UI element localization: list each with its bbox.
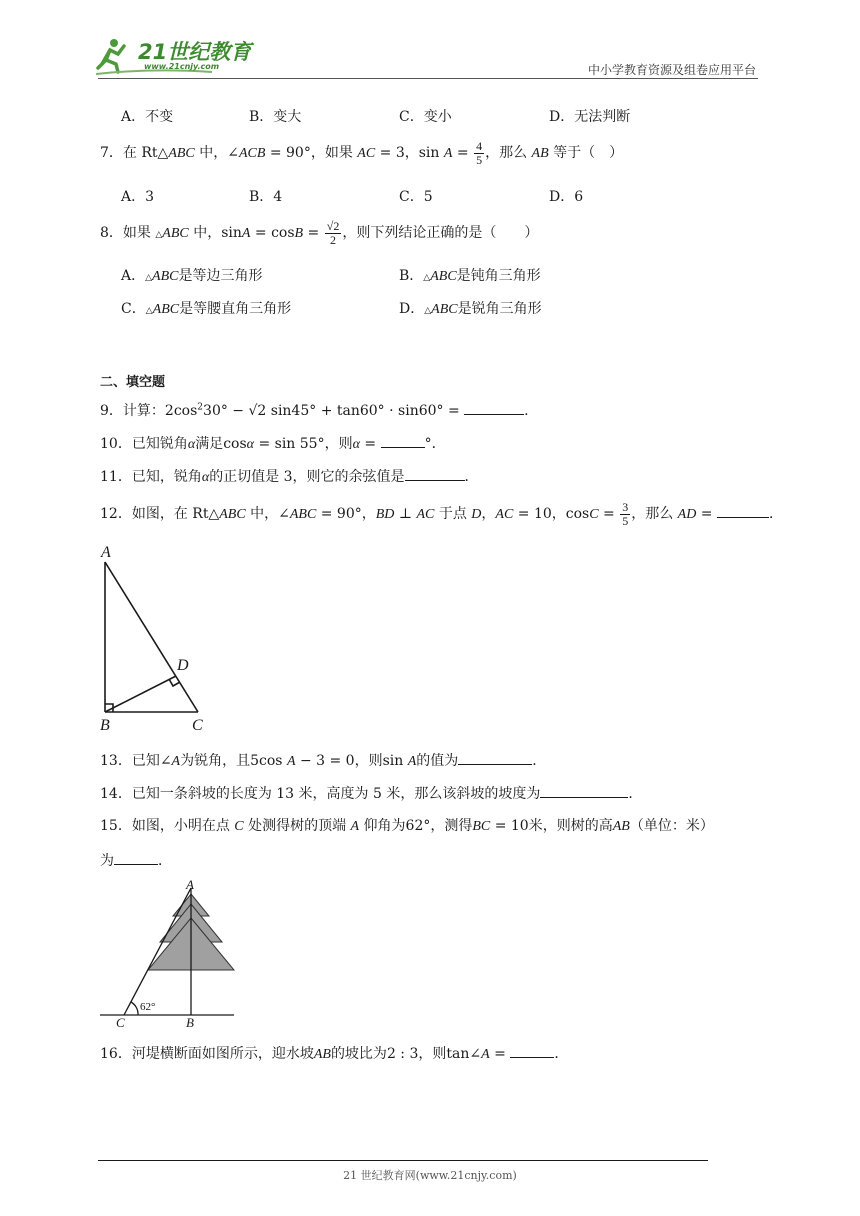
q6-option-a: A．不变 [121,109,174,125]
q15-answer-blank[interactable] [114,852,158,865]
question-11: 11．已知，锐角α的正切值是 3，则它的余弦值是 ． [100,469,479,485]
q13-answer-blank[interactable] [458,752,532,765]
q14-answer-blank[interactable] [540,785,628,798]
section-title-fill-in: 二、填空题 [100,375,166,390]
fig15-label-c: C [116,1015,125,1028]
header-rule [98,78,758,79]
q12-fraction: $\frac{3}{5}$ [622,499,629,528]
footer-link[interactable]: 21 世纪教育网(www.21cnjy.com) [343,1169,517,1182]
logo-url: www.21cnjy.com [144,62,220,71]
figure-15-tree [96,878,241,1028]
q7-option-b: B．4 [249,189,283,205]
question-8: 8．如果 △ABC 中，sinA = cosB = $\frac{√2}{2}$ ，则下列结论正确的是（ ） [100,218,539,247]
q8-option-a: A．△ABC是等边三角形 [121,268,263,284]
fig12-label-a: A [101,544,111,561]
q8-option-c: C．△ABC是等腰直角三角形 [121,301,292,317]
footer-rule [98,1160,708,1161]
q8-option-b: B．△ABC是钝角三角形 [399,268,541,284]
q7-fraction: $\frac{4}{5}$ [476,138,483,167]
question-14: 14．已知一条斜坡的长度为 13 米，高度为 5 米，那么该斜坡的坡度为 ． [100,786,643,802]
q9-answer-blank[interactable] [464,402,524,415]
fig12-label-b: B [100,717,110,734]
triangle-lines [105,562,198,712]
question-13: 13．已知∠A为锐角，且5cos A − 3 = 0，则sin A的值为 ． [100,753,547,769]
q7-option-a: A．3 [121,189,155,205]
q10-answer-blank[interactable] [381,435,425,448]
q8-fraction: $\frac{√2}{2}$ [326,218,340,247]
header-logo [92,34,262,78]
question-16: 16．河堤横断面如图所示，迎水坡AB的坡比为2 : 3，则tan∠A = ． [100,1046,569,1062]
q6-option-d: D．无法判断 [549,109,631,125]
q12-answer-blank[interactable] [717,505,769,518]
q6-option-b: B．变大 [249,109,302,125]
question-10: 10．已知锐角α满足cosα = sin 55°，则α = °． [100,436,446,452]
q16-answer-blank[interactable] [510,1045,554,1058]
q8-option-d: D．△ABC是锐角三角形 [399,301,542,317]
fig12-label-d: D [177,657,189,674]
logo-text: 21世纪教育 [138,40,252,64]
fig15-label-b: B [186,1015,194,1028]
q7-option-d: D．6 [549,189,584,205]
fig12-label-c: C [192,717,203,734]
question-15-line2: 为 ． [100,853,172,869]
fig15-label-angle: 62° [140,1001,156,1013]
header-platform-text: 中小学教育资源及组卷应用平台 [587,63,756,77]
q6-option-c: C．变小 [399,109,452,125]
q11-answer-blank[interactable] [405,468,465,481]
question-15: 15．如图，小明在点 C 处测得树的顶端 A 仰角为62°，测得BC = 10米，则树的高AB（单位：米） [100,818,714,834]
question-12: 12．如图，在 Rt△ABC 中，∠ABC = 90°，BD ⊥ AC 于点 D，AC = 10，cosC = $\frac{3}{5}$ ，那么 AD = ． [100,499,783,528]
q7-option-c: C．5 [399,189,433,205]
fig15-label-a: A [186,878,194,892]
question-9: 9．计算：$2\cos^230^\circ - √2$ sin45° + tan60° · sin60° = . [100,402,529,419]
figure-12-triangle [92,540,222,735]
question-7: 7．在 Rt△ABC 中，∠ACB = 90°，如果 AC = 3，sin A = $\frac{4}{5}$ ，那么 AB 等于（ ） [100,138,624,167]
